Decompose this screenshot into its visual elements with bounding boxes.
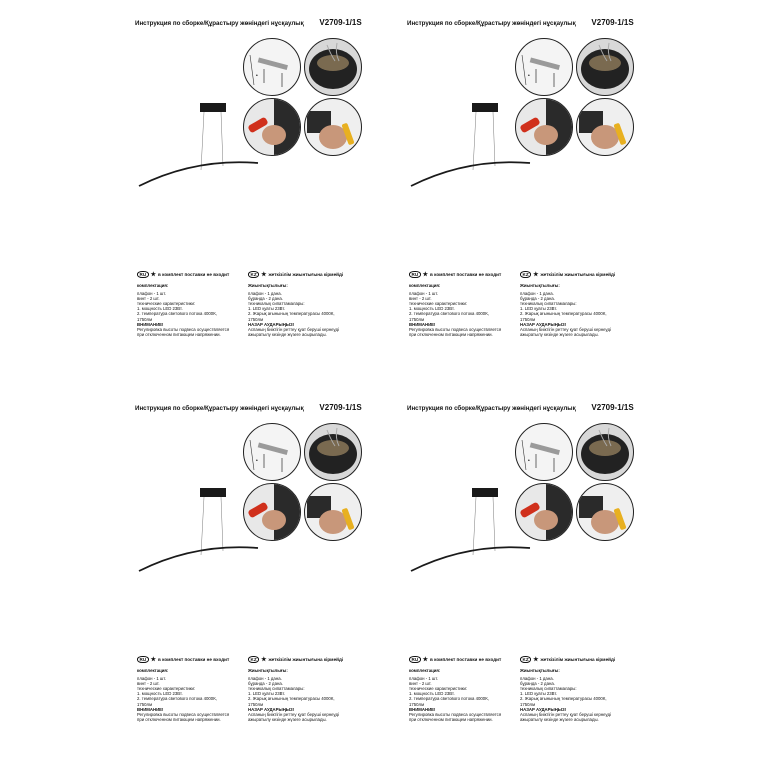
ru-text-block [409,283,501,337]
ru-line: 1. мощность LED 23Вт. [137,306,183,312]
ru-line: технические характеристики: [137,686,196,692]
ru-header [409,656,501,663]
lamp-connection-photo [304,98,362,156]
ceiling-wiring-photo [576,423,634,481]
title-text: Инструкция по сборке/Құрастыру жөніндегі нұсқаулық [135,20,304,27]
star-icon: ★ [422,657,429,663]
ru-line: 1. мощность LED 23Вт. [137,691,183,697]
ceiling-wiring-photo [304,423,362,481]
kz-line: техникалық сипаттамалары: [248,301,305,307]
ru-warning-line: Регулировка высоты подвеса осуществляется [137,711,230,717]
kz-text-block [520,668,611,722]
ru-header-text: в комплект поставки не входит [430,272,502,277]
kz-header-text: жеткізілім жиынтығына кірмейді [268,272,344,277]
kz-section-title: Жиынтықтылығы: [520,668,560,673]
kz-line: 1. LED қуаты 23Вт. [248,691,286,697]
kz-header-text: жеткізілім жиынтығына кірмейді [268,657,344,662]
ru-line: винт - 2 шт. [409,296,432,302]
ru-section-title: комплектация: [137,283,169,288]
kz-warning: НАЗАР АУДАРЫҢЫЗ! [520,321,567,327]
ru-line: 1750лм [409,316,425,322]
kz-line: 1750лм [520,316,536,322]
mount-bracket-photo [243,38,301,96]
lamp-connection-photo [304,483,362,541]
kz-warning-line: Аспаның биіктігін реттеу қуат беруші кернеуді [248,711,339,717]
ru-line: плафон - 1 шт. [137,291,167,297]
instruction-sheet [135,403,405,743]
screwdriver-bracket-photo [243,483,301,541]
kz-line: плафон - 1 дана. [520,676,554,682]
ru-line: 1750лм [137,701,153,707]
star-icon: ★ [422,272,429,278]
kz-line: техникалық сипаттамалары: [520,301,577,307]
ru-warning-line: при отключенном питающем напряжении. [137,716,221,722]
screwdriver-bracket-photo [515,483,573,541]
kz-header [248,656,343,663]
ru-line: технические характеристики: [137,301,196,307]
ru-badge: RU [137,271,149,278]
screwdriver-bracket-photo [243,98,301,156]
kz-line: 2. Жарық ағынының температурасы 4000К, [520,311,607,317]
ru-warning: ВНИМАНИЕ! [409,706,436,712]
kz-line: плафон - 1 дана. [520,291,554,297]
kz-line: бұранда - 2 дана. [520,296,555,302]
kz-text-block [248,668,339,722]
ru-warning: ВНИМАНИЕ! [409,321,436,327]
kz-warning-line: Аспаның биіктігін реттеу қуат беруші кернеуді [520,711,611,717]
ru-warning-line: Регулировка высоты подвеса осуществляется [137,326,230,332]
star-icon: ★ [533,657,539,663]
ru-header [409,271,501,278]
kz-warning-line: Аспаның биіктігін реттеу қуат беруші кернеуді [248,326,339,332]
ru-text-block [137,668,229,722]
instruction-sheet [407,18,677,358]
kz-header [248,271,343,278]
ru-line: технические характеристики: [409,686,468,692]
ru-header-text: в комплект поставки не входит [158,272,230,277]
ru-line: 2. температура светового потока 4000К, [137,696,217,702]
ru-header-text: в комплект поставки не входит [430,657,502,662]
ru-line: плафон - 1 шт. [137,676,167,682]
kz-line: плафон - 1 дана. [248,676,282,682]
kz-header [520,271,615,278]
lamp-connection-photo [576,483,634,541]
svg-text:•: • [256,73,258,79]
kz-header-text: жеткізілім жиынтығына кірмейді [540,272,616,277]
ru-warning-line: при отключенном питающем напряжении. [409,716,493,722]
ru-warning-line: при отключенном питающем напряжении. [409,331,493,337]
ru-line: 2. температура светового потока 4000К, [409,311,489,317]
ru-warning-line: Регулировка высоты подвеса осуществляется [409,326,502,332]
kz-line: 1. LED қуаты 23Вт. [520,306,558,312]
ru-header-text: в комплект поставки не входит [158,657,230,662]
kz-badge: KZ [520,271,531,278]
kz-line: 2. Жарық ағынының температурасы 4000К, [520,696,607,702]
ru-line: плафон - 1 шт. [409,291,439,297]
mount-bracket-photo [243,423,301,481]
kz-header [520,656,615,663]
star-icon: ★ [261,272,267,278]
ru-line: винт - 2 шт. [137,681,160,687]
instruction-sheet [407,403,677,743]
ru-badge: RU [137,656,149,663]
ru-line: 1750лм [409,701,425,707]
svg-text:•: • [528,73,530,79]
kz-badge: KZ [248,271,259,278]
title-text: Инструкция по сборке/Құрастыру жөніндегі нұсқаулық [407,20,576,27]
ru-header [137,656,229,663]
ru-badge: RU [409,656,421,663]
kz-line: 2. Жарық ағынының температурасы 4000К, [248,311,335,317]
ru-line: 1. мощность LED 23Вт. [409,691,455,697]
kz-line: 1750лм [248,701,264,707]
ru-section-title: комплектация: [137,668,169,673]
kz-line: бұранда - 2 дана. [248,681,283,687]
svg-text:•: • [256,458,258,464]
ru-warning: ВНИМАНИЕ! [137,706,164,712]
kz-text-block [520,283,611,337]
kz-line: 1. LED қуаты 23Вт. [520,691,558,697]
kz-line: плафон - 1 дана. [248,291,282,297]
kz-warning-line: Аспаның биіктігін реттеу қуат беруші кернеуді [520,326,611,332]
ru-badge: RU [409,271,421,278]
ru-line: технические характеристики: [409,301,468,307]
kz-line: 1750лм [520,701,536,707]
ru-warning-line: при отключенном питающем напряжении. [137,331,221,337]
kz-line: 1. LED қуаты 23Вт. [248,306,286,312]
star-icon: ★ [150,272,157,278]
ru-line: плафон - 1 шт. [409,676,439,682]
kz-line: бұранда - 2 дана. [520,681,555,687]
svg-text:•: • [528,458,530,464]
star-icon: ★ [150,657,157,663]
kz-warning: НАЗАР АУДАРЫҢЫЗ! [248,706,295,712]
kz-warning: НАЗАР АУДАРЫҢЫЗ! [520,706,567,712]
kz-warning-line: ажыратылу кезінде жүзеге асырылады. [520,716,599,722]
kz-line: техникалық сипаттамалары: [520,686,577,692]
ceiling-wiring-photo [304,38,362,96]
model-number: V2709-1/1S [319,18,362,27]
kz-section-title: Жиынтықтылығы: [520,283,560,288]
ru-line: 2. температура светового потока 4000К, [137,311,217,317]
kz-line: 2. Жарық ағынының температурасы 4000К, [248,696,335,702]
star-icon: ★ [261,657,267,663]
mount-bracket-photo [515,38,573,96]
title-text: Инструкция по сборке/Құрастыру жөніндегі нұсқаулық [407,405,576,412]
instruction-sheet [135,18,405,358]
ru-line: 1. мощность LED 23Вт. [409,306,455,312]
model-number: V2709-1/1S [591,403,634,412]
kz-badge: KZ [248,656,259,663]
kz-warning-line: ажыратылу кезінде жүзеге асырылады. [248,331,327,337]
kz-warning-line: ажыратылу кезінде жүзеге асырылады. [520,331,599,337]
ru-line: винт - 2 шт. [137,296,160,302]
model-number: V2709-1/1S [319,403,362,412]
kz-line: 1750лм [248,316,264,322]
kz-text-block [248,283,339,337]
title-text: Инструкция по сборке/Құрастыру жөніндегі нұсқаулық [135,405,304,412]
kz-line: бұранда - 2 дана. [248,296,283,302]
ru-text-block [409,668,501,722]
ru-warning-line: Регулировка высоты подвеса осуществляется [409,711,502,717]
kz-warning-line: ажыратылу кезінде жүзеге асырылады. [248,716,327,722]
mount-bracket-photo [515,423,573,481]
ru-text-block [137,283,229,337]
ru-section-title: комплектация: [409,283,441,288]
kz-warning: НАЗАР АУДАРЫҢЫЗ! [248,321,295,327]
screwdriver-bracket-photo [515,98,573,156]
star-icon: ★ [533,272,539,278]
ru-section-title: комплектация: [409,668,441,673]
ceiling-wiring-photo [576,38,634,96]
lamp-connection-photo [576,98,634,156]
kz-badge: KZ [520,656,531,663]
ru-header [137,271,229,278]
kz-section-title: Жиынтықтылығы: [248,283,288,288]
ru-line: 2. температура светового потока 4000К, [409,696,489,702]
kz-header-text: жеткізілім жиынтығына кірмейді [540,657,616,662]
ru-line: винт - 2 шт. [409,681,432,687]
ru-warning: ВНИМАНИЕ! [137,321,164,327]
ru-line: 1750лм [137,316,153,322]
kz-line: техникалық сипаттамалары: [248,686,305,692]
model-number: V2709-1/1S [591,18,634,27]
kz-section-title: Жиынтықтылығы: [248,668,288,673]
